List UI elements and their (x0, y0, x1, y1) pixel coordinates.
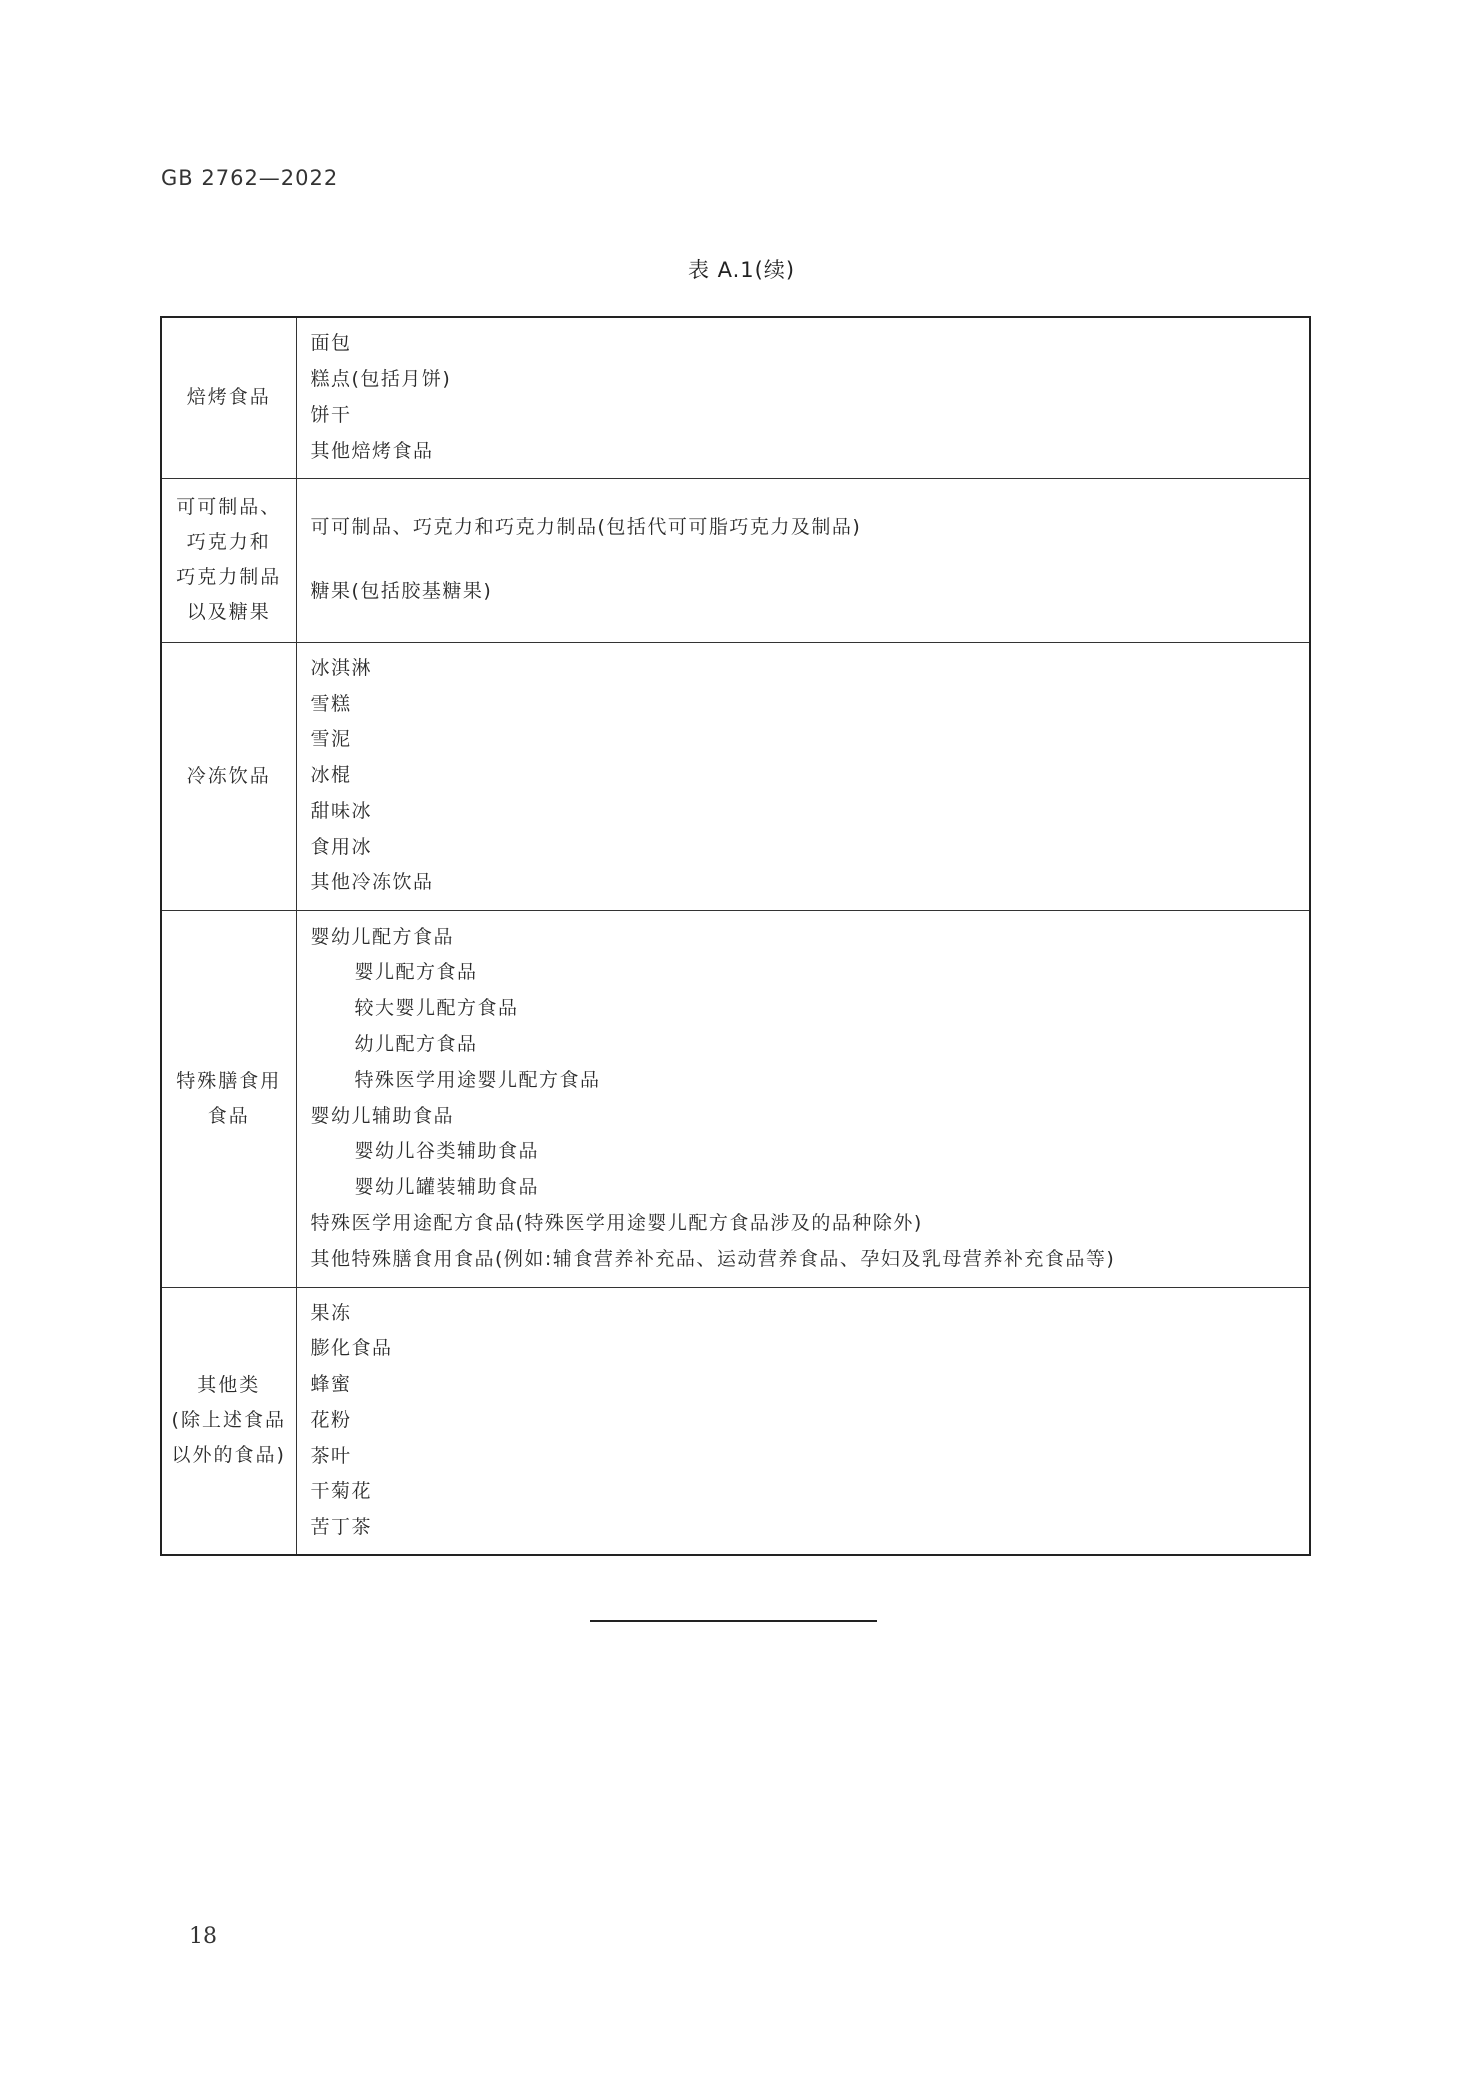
list-item: 糕点(包括月饼) (310, 367, 452, 390)
category-label: 食品 (207, 1104, 250, 1127)
row-spacer (311, 546, 1310, 574)
page-number: 18 (189, 1924, 217, 1949)
items-cell (296, 642, 1310, 910)
category-label: 以外的食品) (171, 1444, 286, 1467)
table-row (161, 910, 1310, 1287)
list-item: 甜味冰 (310, 799, 373, 822)
category-label: 其他类 (197, 1374, 261, 1397)
list-item: 冰棍 (310, 764, 352, 787)
category-cell (161, 642, 296, 910)
category-label: 冷冻饮品 (186, 764, 271, 787)
items-cell (296, 910, 1310, 1287)
category-label: 焙烤食品 (186, 386, 271, 409)
list-item: 幼儿配方食品 (354, 1032, 478, 1055)
category-cell (161, 478, 296, 642)
list-item: 婴儿配方食品 (354, 961, 478, 984)
list-item: 雪糕 (310, 692, 352, 715)
table-caption: 表 A.1(续) (687, 258, 796, 282)
category-label: 巧克力和 (186, 531, 271, 553)
list-item: 婴幼儿谷类辅助食品 (354, 1140, 540, 1163)
table-row (161, 1287, 1310, 1555)
list-item: 茶叶 (310, 1444, 352, 1467)
list-item: 其他特殊膳食用食品(例如:辅食营养补充品、运动营养食品、孕妇及乳母营养补充食品等) (310, 1247, 1116, 1270)
list-item: 特殊医学用途配方食品(特殊医学用途婴儿配方食品涉及的品种除外) (310, 1211, 923, 1234)
list-item: 较大婴儿配方食品 (354, 997, 519, 1020)
table-row (161, 317, 1310, 478)
food-category-table (160, 316, 1311, 1556)
list-item: 可可制品、巧克力和巧克力制品(包括代可可脂巧克力及制品) (310, 516, 862, 539)
category-cell (161, 317, 296, 478)
category-label: (除上述食品 (171, 1409, 286, 1432)
list-item: 其他焙烤食品 (310, 439, 434, 462)
list-item: 膨化食品 (310, 1337, 393, 1360)
category-label: 可可制品、 (176, 496, 282, 518)
list-item: 干菊花 (310, 1480, 373, 1503)
table-row (161, 478, 1310, 642)
list-item: 饼干 (310, 403, 352, 426)
list-item: 蜂蜜 (310, 1373, 352, 1396)
list-item: 花粉 (310, 1408, 352, 1431)
list-item: 婴幼儿辅助食品 (310, 1104, 455, 1127)
list-item: 婴幼儿配方食品 (310, 925, 455, 948)
list-item: 食用冰 (310, 835, 373, 858)
category-label: 巧克力制品 (176, 566, 282, 588)
category-label: 以及糖果 (186, 601, 271, 623)
list-item: 雪泥 (310, 728, 352, 751)
document-code: GB 2762—2022 (161, 166, 339, 190)
table-body (161, 317, 1310, 1555)
category-label: 特殊膳食用 (176, 1069, 282, 1092)
items-cell (296, 478, 1310, 642)
list-item: 糖果(包括胶基糖果) (310, 580, 493, 602)
list-item: 特殊医学用途婴儿配方食品 (354, 1068, 601, 1091)
list-item: 其他冷冻饮品 (310, 871, 434, 894)
list-item: 婴幼儿罐装辅助食品 (354, 1176, 540, 1199)
table-row (161, 642, 1310, 910)
items-cell (296, 1287, 1310, 1555)
items-cell (296, 317, 1310, 478)
list-item: 冰淇淋 (310, 656, 373, 679)
list-item: 果冻 (310, 1301, 352, 1324)
end-of-document-rule (590, 1620, 877, 1622)
list-item: 苦丁茶 (310, 1516, 373, 1539)
category-cell (161, 910, 296, 1287)
list-item: 面包 (310, 332, 352, 355)
category-cell (161, 1287, 296, 1555)
